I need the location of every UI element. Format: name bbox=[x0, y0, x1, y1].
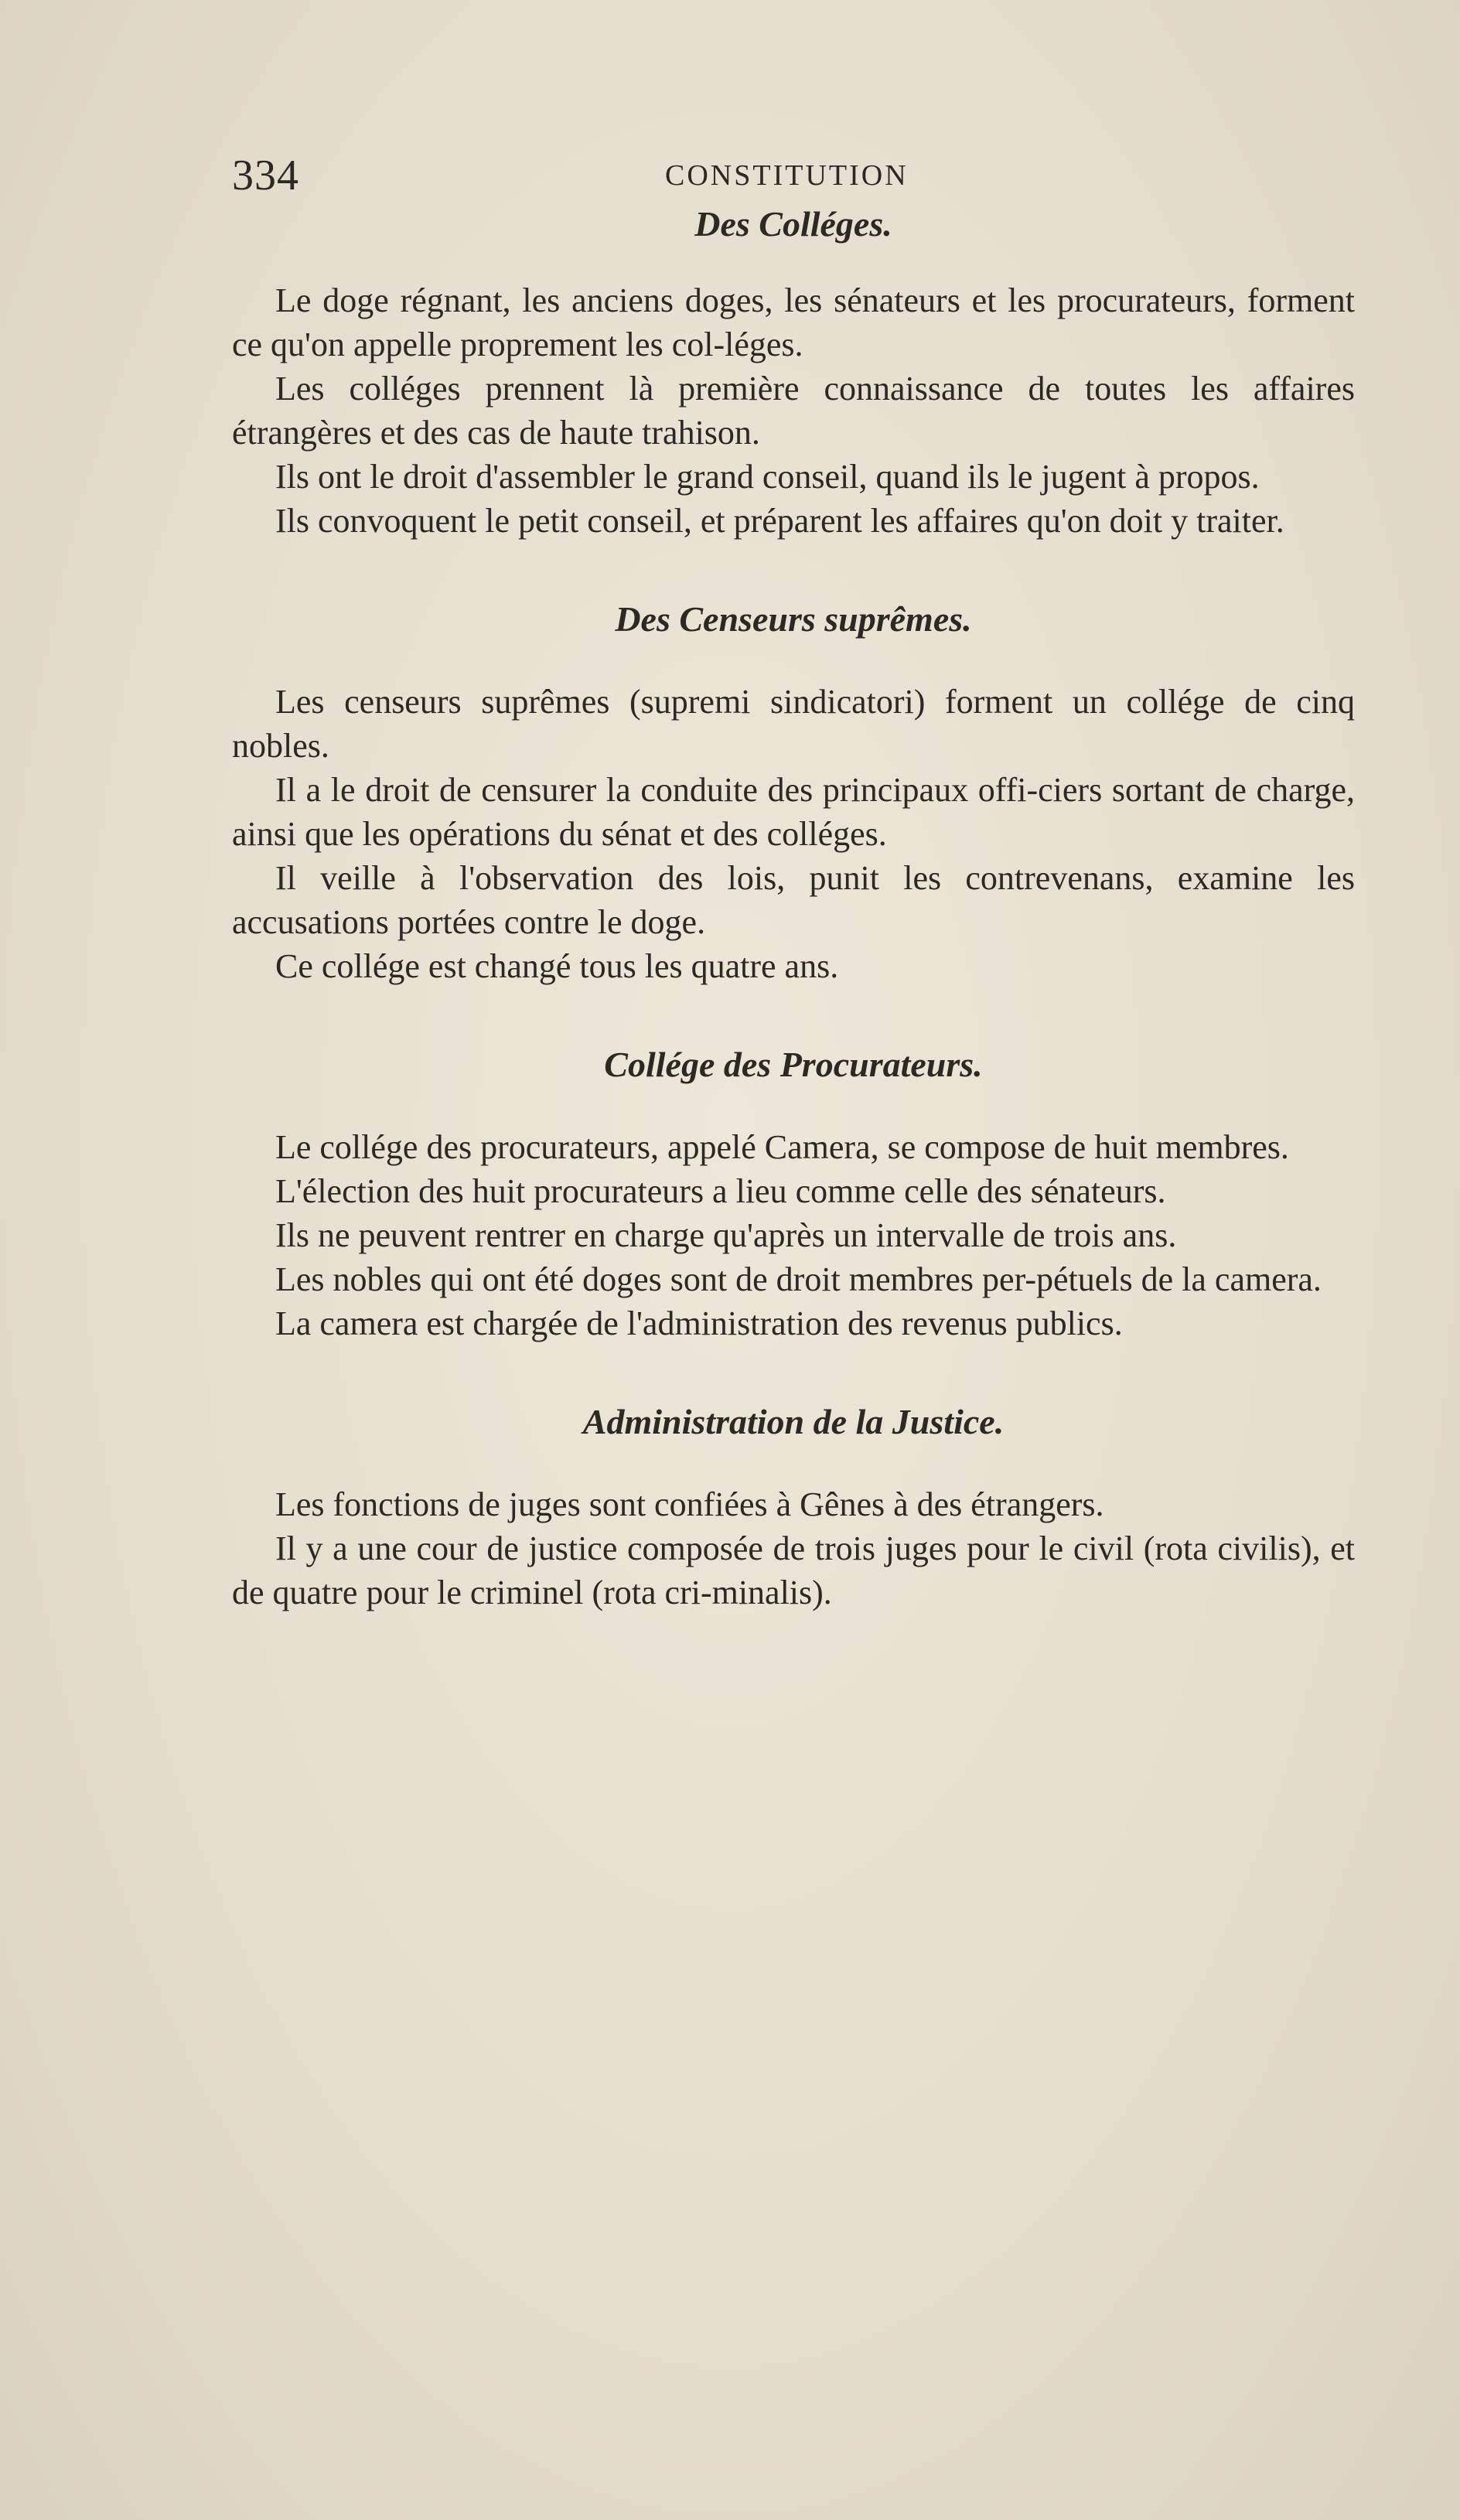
paragraph: Ils convoquent le petit conseil, et préparent les affaires qu'on doit y traiter. bbox=[275, 502, 1284, 540]
paragraph: Les colléges prennent là première connaissance de toutes les affaires étrangères et des cas de haute trahison. bbox=[232, 370, 1355, 452]
section-title: Des Censeurs suprêmes. bbox=[615, 599, 972, 639]
section-title: Collége des Procurateurs. bbox=[604, 1045, 983, 1084]
page-number: 334 bbox=[232, 152, 299, 199]
running-title: CONSTITUTION bbox=[665, 159, 909, 192]
section-justice bbox=[232, 1401, 1355, 1615]
paragraph: La camera est chargée de l'administration des revenus publics. bbox=[275, 1304, 1123, 1342]
paragraph: Le collége des procurateurs, appelé Camera, se compose de huit membres. bbox=[275, 1128, 1289, 1166]
paragraph: Ils ont le droit d'assembler le grand conseil, quand ils le jugent à propos. bbox=[275, 458, 1260, 496]
section-procurateurs bbox=[232, 1044, 1355, 1345]
paragraph: Les nobles qui ont été doges sont de droit membres per-pétuels de la camera. bbox=[275, 1260, 1322, 1298]
paragraph: Les censeurs suprêmes (supremi sindicatori) forment un collége de cinq nobles. bbox=[232, 683, 1355, 765]
paragraph: Il veille à l'observation des lois, punit les contrevenans, examine les accusations portées contre le doge. bbox=[232, 859, 1355, 941]
paragraph: L'élection des huit procurateurs a lieu comme celle des sénateurs. bbox=[275, 1172, 1166, 1210]
paragraph: Il y a une cour de justice composée de trois juges pour le civil (rota civilis), et de quatre pour le criminel (rota cri-minalis). bbox=[232, 1529, 1355, 1611]
paragraph: Ce collége est changé tous les quatre ans. bbox=[275, 947, 839, 985]
running-head bbox=[232, 135, 1355, 197]
section-colleges bbox=[232, 203, 1355, 543]
section-title: Administration de la Justice. bbox=[582, 1402, 1005, 1441]
section-censeurs bbox=[232, 598, 1355, 988]
paragraph: Ils ne peuvent rentrer en charge qu'après un intervalle de trois ans. bbox=[275, 1216, 1177, 1254]
paragraph: Les fonctions de juges sont confiées à Gênes à des étrangers. bbox=[275, 1485, 1104, 1523]
section-title: Des Colléges. bbox=[694, 204, 892, 244]
paragraph: Il a le droit de censurer la conduite des principaux offi-ciers sortant de charge, ainsi que les opérations du sénat et des colléges. bbox=[232, 771, 1355, 853]
text-block bbox=[232, 135, 1355, 1615]
paragraph: Le doge régnant, les anciens doges, les sénateurs et les procurateurs, forment ce qu'on appelle proprement les col-léges. bbox=[232, 281, 1355, 363]
